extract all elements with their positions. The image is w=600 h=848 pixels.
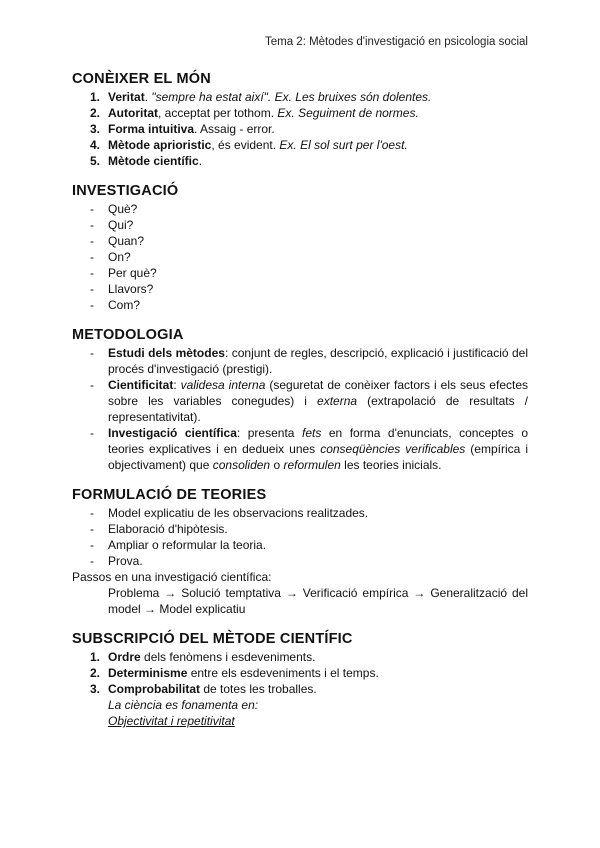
page-header: Tema 2: Mètodes d'investigació en psicologia social (264, 36, 528, 48)
science-basis (72, 713, 528, 729)
item-number: 2. (90, 106, 101, 120)
dash-bullet: - (90, 282, 94, 296)
item-text: Llavors? (108, 282, 154, 296)
item-number: 3. (90, 682, 101, 696)
item-example: Ex. El sol surt per l'oest. (279, 138, 408, 152)
document-body (72, 70, 528, 742)
list-item (72, 249, 528, 265)
list-item (72, 665, 528, 681)
list-item (72, 265, 528, 281)
item-text: , acceptat per tothom. (158, 106, 278, 120)
dash-list (72, 505, 528, 569)
item-text: (extrapolació de resultats / representativitat). (108, 394, 528, 424)
section-title: FORMULACIÓ DE TEORIES (72, 487, 267, 503)
item-term: Mètode aprioristic (108, 138, 212, 152)
list-item (72, 505, 528, 521)
item-text: les teories inicials. (340, 458, 442, 472)
dash-bullet: - (90, 554, 94, 568)
item-emphasis: conseqüències verificables (320, 442, 466, 456)
item-text: de totes les troballes. (200, 682, 317, 696)
item-term: Ordre (108, 650, 141, 664)
section-title: CONÈIXER EL MÓN (72, 71, 211, 87)
item-text: entre els esdeveniments i el temps. (187, 666, 379, 680)
section-formulacio (72, 486, 528, 617)
section-metodologia (72, 326, 528, 473)
steps-sequence: Problema → Solució temptativa → Verificació empírica → Generalització del model → Model explicatiu (108, 586, 528, 616)
list-item (72, 153, 528, 169)
dash-bullet: - (90, 218, 94, 232)
list-item (72, 537, 528, 553)
item-emphasis: externa (317, 394, 358, 408)
item-text: o (270, 458, 284, 472)
item-text: . (144, 90, 152, 104)
list-item (72, 89, 528, 105)
list-item (72, 121, 528, 137)
item-text: Model explicatiu de les observacions realitzades. (108, 506, 369, 520)
item-text: Qui? (108, 218, 134, 232)
list-item (72, 649, 528, 665)
list-item (72, 297, 528, 313)
item-text: . (198, 154, 203, 168)
item-term: Forma intuitiva (108, 122, 195, 136)
item-text: (empírica i objectivament) que (108, 442, 528, 472)
dash-bullet: - (90, 378, 94, 392)
item-example: "sempre ha estat així". Ex. Les bruixes són dolentes. (151, 90, 432, 104)
item-text: Com? (108, 298, 141, 312)
item-text: Prova. (108, 554, 143, 568)
item-number: 2. (90, 666, 101, 680)
list-item (72, 281, 528, 297)
item-term: Mètode científic (108, 154, 199, 168)
section-coneixer (72, 70, 528, 169)
item-number: 1. (90, 90, 101, 104)
list-item (72, 425, 528, 473)
dash-bullet: - (90, 234, 94, 248)
item-text: en forma d'enunciats, conceptes o teories explicatives i en dedueix unes (108, 426, 528, 456)
item-number: 4. (90, 138, 101, 152)
item-text: , és evident. (211, 138, 280, 152)
item-example: Ex. Seguiment de normes. (277, 106, 419, 120)
item-text: . Assaig - error. (194, 122, 275, 136)
item-term: Veritat (108, 90, 145, 104)
dash-bullet: - (90, 202, 94, 216)
item-number: 5. (90, 154, 101, 168)
list-item (72, 377, 528, 425)
item-term: Autoritat (108, 106, 158, 120)
item-text: Ampliar o reformular la teoria. (108, 538, 267, 552)
dash-bullet: - (90, 250, 94, 264)
dash-bullet: - (90, 426, 94, 440)
item-text: Què? (108, 202, 138, 216)
item-text: Per què? (108, 266, 157, 280)
section-title: SUBSCRIPCIÓ DEL MÈTODE CIENTÍFIC (72, 631, 353, 647)
list-item (72, 201, 528, 217)
numbered-list (72, 649, 528, 697)
list-item (72, 521, 528, 537)
science-note (72, 697, 528, 713)
item-text: Quan? (108, 234, 145, 248)
item-term: Comprobabilitat (108, 682, 200, 696)
list-item (72, 217, 528, 233)
item-term: Determinisme (108, 666, 188, 680)
dash-list (72, 201, 528, 313)
list-item (72, 233, 528, 249)
list-item (72, 345, 528, 377)
item-term: Cientificitat (108, 378, 174, 392)
list-item (72, 681, 528, 697)
dash-bullet: - (90, 506, 94, 520)
item-term: Estudi dels mètodes (108, 346, 225, 360)
item-number: 3. (90, 122, 101, 136)
item-text: : presenta (236, 426, 302, 440)
item-text: : conjunt de regles, descripció, explicació i justificació del procés d'investigació (prestigi). (108, 346, 529, 376)
numbered-list (72, 89, 528, 169)
dash-bullet: - (90, 266, 94, 280)
list-item (72, 105, 528, 121)
science-basis-text: Objectivitat i repetitivitat (108, 714, 235, 728)
item-text: (seguretat de conèixer factors i els seus efectes sobre les variables conegudes) i (108, 378, 528, 408)
section-title: INVESTIGACIÓ (72, 183, 179, 199)
item-emphasis: consoliden (212, 458, 271, 472)
item-emphasis: validesa interna (180, 378, 266, 392)
item-emphasis: reformulen (283, 458, 341, 472)
item-emphasis: fets (301, 426, 322, 440)
steps-label: Passos en una investigació científica: (72, 570, 272, 584)
section-subscripcio (72, 630, 528, 729)
dash-bullet: - (90, 522, 94, 536)
section-title: METODOLOGIA (72, 327, 184, 343)
dash-list (72, 345, 528, 473)
dash-bullet: - (90, 538, 94, 552)
item-text: dels fenòmens i esdeveniments. (140, 650, 316, 664)
dash-bullet: - (90, 298, 94, 312)
item-text: Elaboració d'hipòtesis. (108, 522, 228, 536)
science-note-text: La ciència es fonamenta en: (108, 698, 259, 712)
list-item (72, 553, 528, 569)
list-item (72, 137, 528, 153)
section-investigacio (72, 182, 528, 313)
item-number: 1. (90, 650, 101, 664)
dash-bullet: - (90, 346, 94, 360)
item-term: Investigació científica (108, 426, 237, 440)
item-text: On? (108, 250, 131, 264)
item-text: : (173, 378, 181, 392)
